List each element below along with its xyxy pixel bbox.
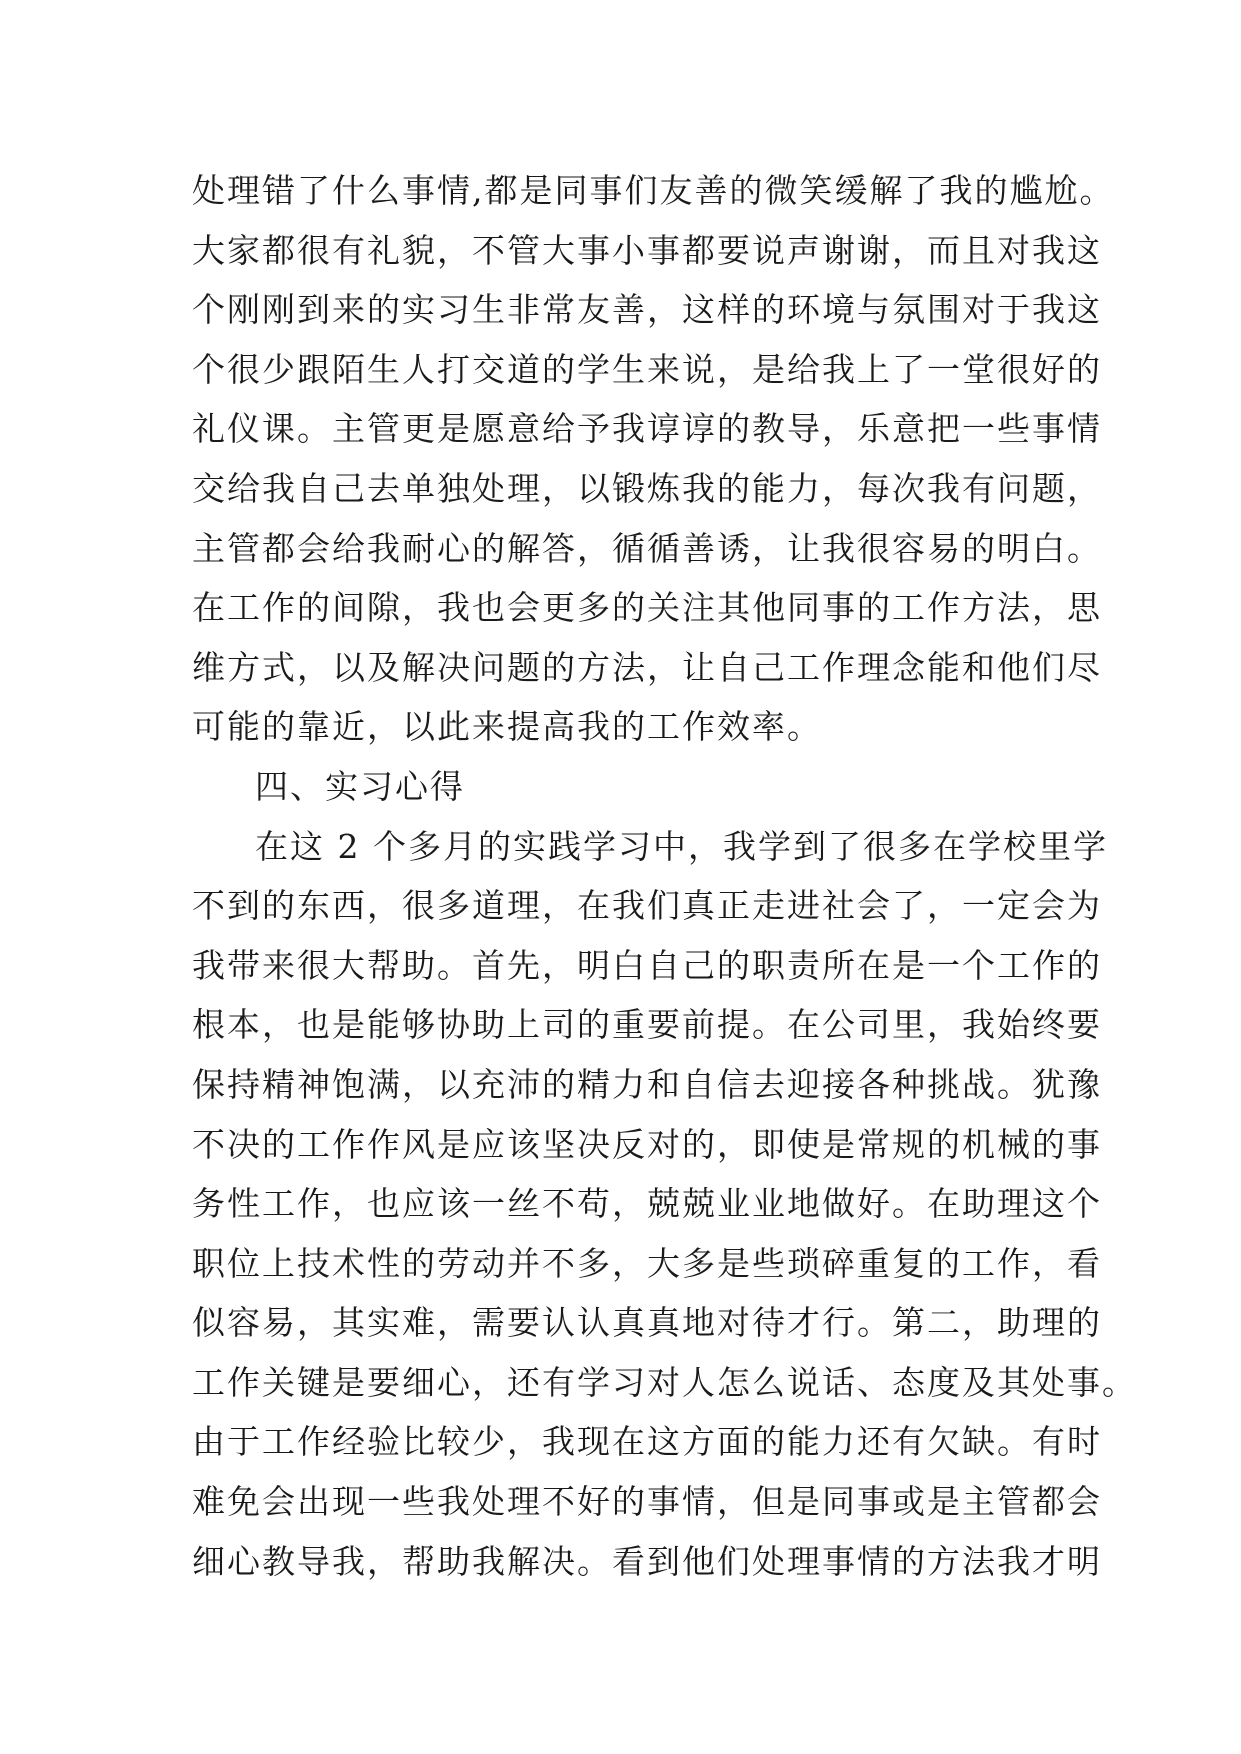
text-line: 保持精神饱满，以充沛的精力和自信去迎接各种挑战。犹豫 (192, 1064, 1102, 1104)
section-heading: 四、实习心得 (255, 766, 465, 806)
text-line: 维方式，以及解决问题的方法，让自己工作理念能和他们尽 (192, 647, 1102, 687)
paragraph-first-line: 在这 2 个多月的实践学习中，我学到了很多在学校里学 (255, 826, 1108, 866)
text-line: 礼仪课。主管更是愿意给予我谆谆的教导，乐意把一些事情 (192, 409, 1102, 449)
text-line: 不决的工作作风是应该坚决反对的，即使是常规的机械的事 (192, 1124, 1102, 1164)
text-line: 职位上技术性的劳动并不多，大多是些琐碎重复的工作，看 (192, 1243, 1102, 1283)
text-line: 似容易，其实难，需要认认真真地对待才行。第二，助理的 (192, 1303, 1102, 1343)
text-line: 个很少跟陌生人打交道的学生来说，是给我上了一堂很好的 (192, 349, 1102, 389)
text-line: 工作关键是要细心，还有学习对人怎么说话、态度及其处事。 (192, 1362, 1137, 1402)
text-line: 难免会出现一些我处理不好的事情，但是同事或是主管都会 (192, 1482, 1102, 1522)
text-line: 大家都很有礼貌，不管大事小事都要说声谢谢，而且对我这 (192, 230, 1102, 270)
text-line: 由于工作经验比较少，我现在这方面的能力还有欠缺。有时 (192, 1422, 1102, 1462)
text-line: 交给我自己去单独处理，以锻炼我的能力，每次我有问题， (192, 468, 1102, 508)
text-line: 可能的靠近，以此来提高我的工作效率。 (192, 707, 822, 747)
text-line: 细心教导我，帮助我解决。看到他们处理事情的方法我才明 (192, 1541, 1102, 1581)
text-line: 不到的东西，很多道理，在我们真正走进社会了，一定会为 (192, 886, 1102, 926)
text-line: 在工作的间隙，我也会更多的关注其他同事的工作方法，思 (192, 588, 1102, 628)
text-line: 主管都会给我耐心的解答，循循善诱，让我很容易的明白。 (192, 528, 1102, 568)
text-line: 务性工作，也应该一丝不苟，兢兢业业地做好。在助理这个 (192, 1184, 1102, 1224)
text-line: 我带来很大帮助。首先，明白自己的职责所在是一个工作的 (192, 945, 1102, 985)
text-line: 个刚刚到来的实习生非常友善，这样的环境与氛围对于我这 (192, 290, 1102, 330)
text-line: 根本，也是能够协助上司的重要前提。在公司里，我始终要 (192, 1005, 1102, 1045)
document-body (192, 161, 1137, 1591)
text-line: 处理错了什么事情,都是同事们友善的微笑缓解了我的尴尬。 (192, 171, 1115, 210)
